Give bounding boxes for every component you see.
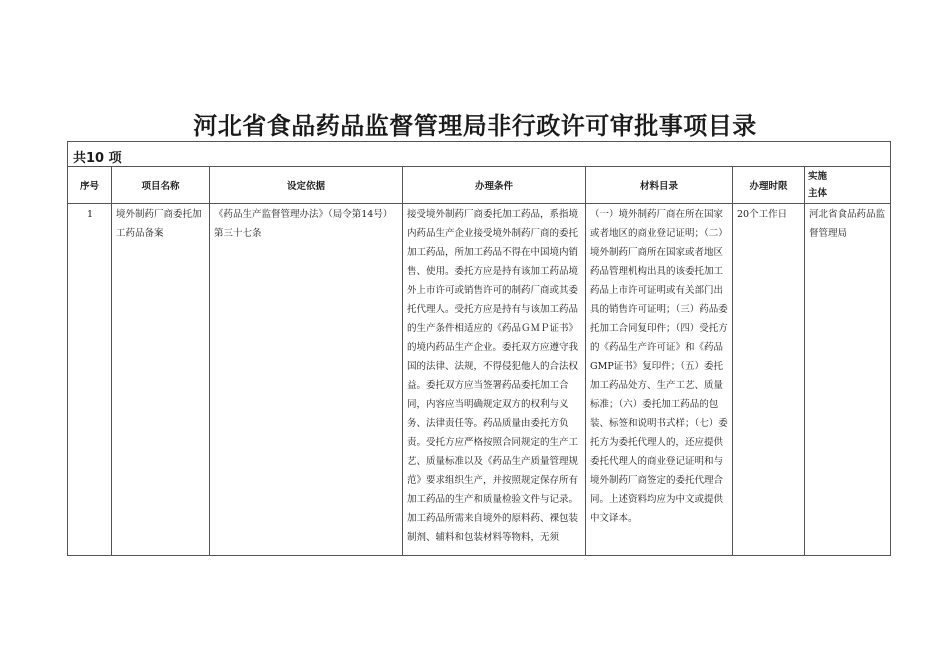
document-title: 河北省食品药品监督管理局非行政许可审批事项目录 <box>193 112 757 140</box>
approval-items-table <box>67 141 891 556</box>
header-authority <box>805 167 891 204</box>
header-conditions: 办理条件 <box>403 167 586 204</box>
row-time-limit: 20个工作日 <box>733 204 805 556</box>
item-count-label: 共10 项 <box>68 142 891 167</box>
row-conditions: 接受境外制药厂商委托加工药品，系指境内药品生产企业接受境外制药厂商的委托加工药品，所加工药品不得在中国境内销售、使用。委托方应是持有该加工药品境外上市许可或销售许可的制药厂商或其委托代理人。受托方应是持有与该加工药品的生产条件相适应的《药品ＧＭＰ证书》的境内药品生产企业。委托双方应遵守我国的法律、法规，不得侵犯他人的合法权益。委托双方应当签署药品委托加工合同，内容应当明确规定双方的权利与义务、法律责任等。药品质量由委托方负责。受托方应严格按照合同规定的生产工艺、质量标准以及《药品生产质量管理规范》要求组织生产，并按照规定保存所有加工药品的生产和质量检验文件与记录。加工药品所需来自境外的原料药、裸包装制剂、辅料和包装材料等物料，无须 <box>403 204 586 556</box>
header-serial-number: 序号 <box>68 167 112 204</box>
row-legal-basis: 《药品生产监督管理办法》（局令第14号）第三十七条 <box>210 204 403 556</box>
header-authority-text: 实施 主体 <box>808 171 828 199</box>
header-item-name: 项目名称 <box>112 167 210 204</box>
row-serial-number: 1 <box>68 204 112 556</box>
row-authority: 河北省食品药品监督管理局 <box>805 204 891 556</box>
table-header-row <box>68 167 891 204</box>
table-row <box>68 204 891 556</box>
row-item-name: 境外制药厂商委托加工药品备案 <box>112 204 210 556</box>
header-materials: 材料目录 <box>586 167 733 204</box>
row-materials: （一）境外制药厂商在所在国家或者地区的商业登记证明；（二）境外制药厂商所在国家或者地区药品管理机构出具的该委托加工药品上市许可证明或有关部门出具的销售许可证明；（三）药品委托加工合同复印件；（四）受托方的《药品生产许可证》和《药品GMP证书》复印件；（五）委托加工药品处方、生产工艺、质量标准；（六）委托加工药品的包装、标签和说明书式样；（七）委托方为委托代理人的，还应提供委托代理人的商业登记证明和与境外制药厂商签定的委托代理合同。上述资料均应为中文或提供中文译本。 <box>586 204 733 556</box>
header-legal-basis: 设定依据 <box>210 167 403 204</box>
header-time-limit: 办理时限 <box>733 167 805 204</box>
